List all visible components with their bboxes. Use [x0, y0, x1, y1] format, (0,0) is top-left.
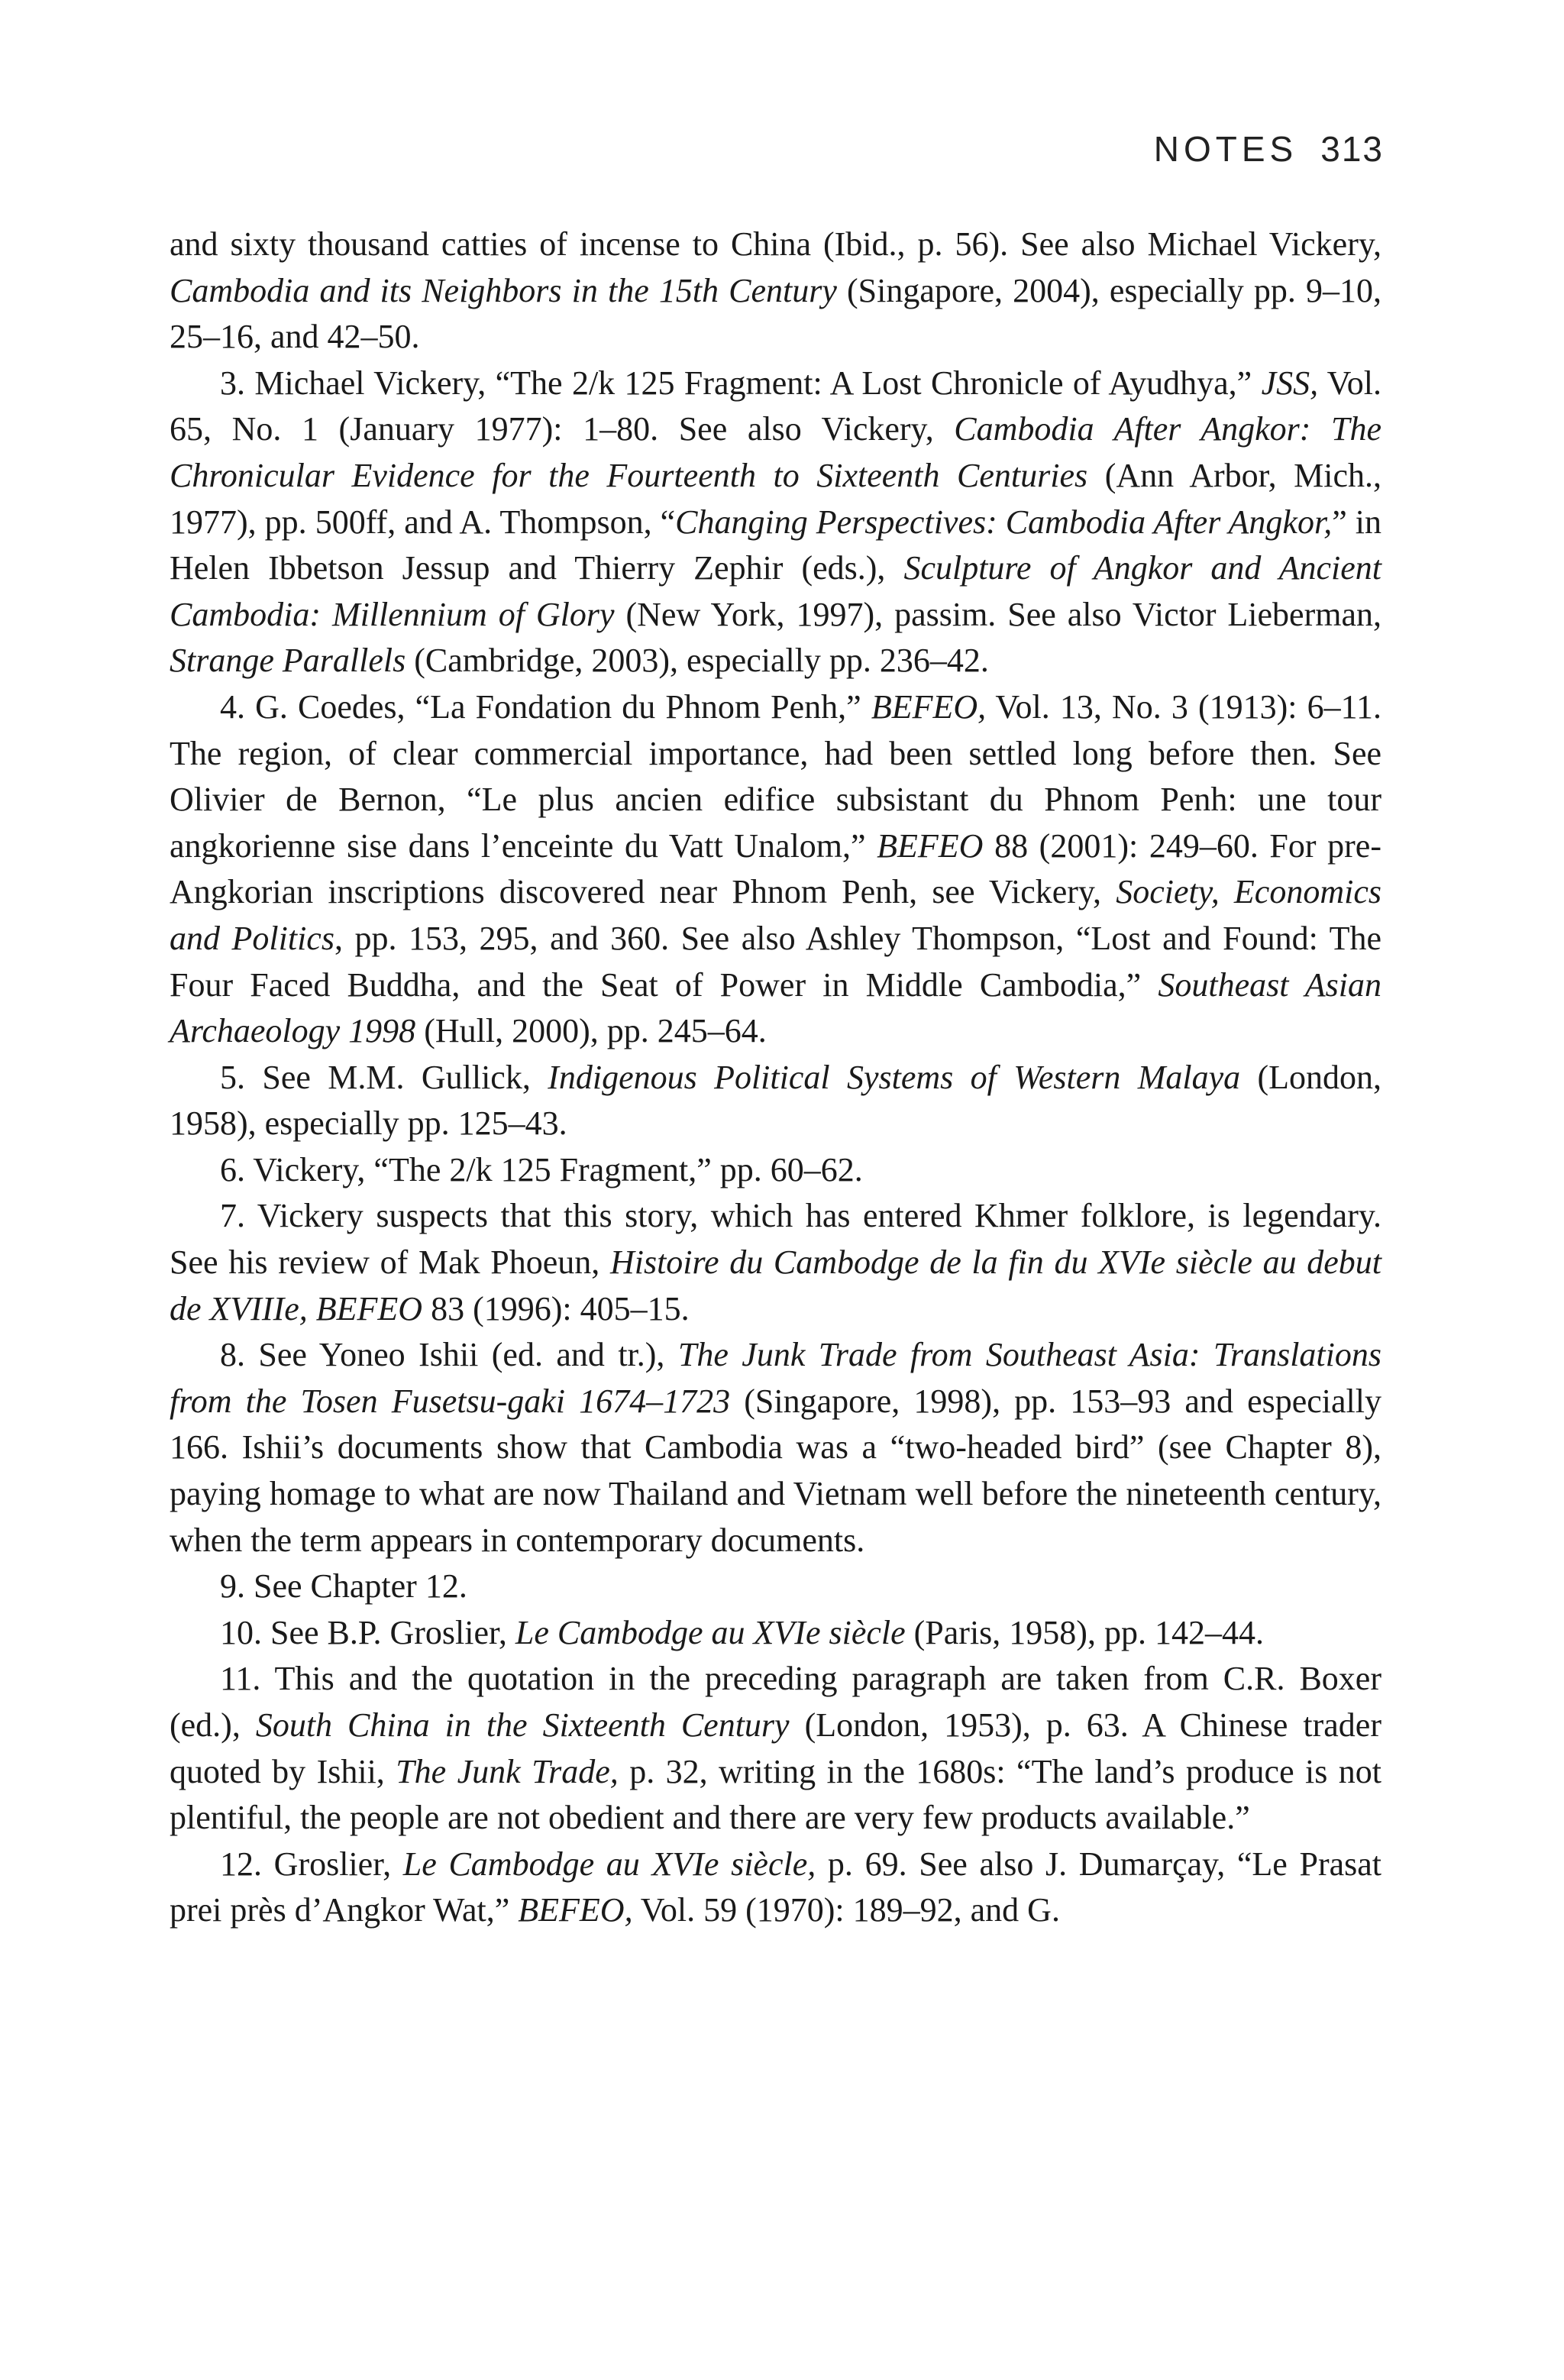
note-text: 6. Vickery, “The 2/k 125 Fragment,” pp. 60–62. — [220, 1150, 863, 1188]
italic-title: The Junk Trade from Southeast Asia: Translations from the Tosen Fusetsu-gaki 1674–1723 — [170, 1336, 1381, 1420]
note-text: p. 69. See also J. Dumarçay, “Le Prasat prei près d’Angkor Wat,” — [170, 1845, 1382, 1929]
italic-title: BEFEO, — [871, 687, 987, 726]
italic-title: South China in the Sixteenth Century — [255, 1706, 790, 1744]
endnote-11 — [170, 1656, 1381, 1841]
italic-title: Society, Economics and Politics — [170, 873, 1381, 957]
note-text: (New York, 1997), passim. See also Victor Lieberman, — [614, 595, 1381, 633]
endnote-7 — [170, 1193, 1381, 1332]
endnote-5 — [170, 1055, 1381, 1147]
note-text: (Cambridge, 2003), especially pp. 236–42. — [406, 642, 989, 680]
endnote-6 — [170, 1147, 1381, 1194]
note-text: 12. Groslier, — [220, 1845, 403, 1883]
italic-title: Le Cambodge au XVIe siècle, — [402, 1845, 816, 1883]
note-text: (London, 1953), p. 63. A Chinese trader quoted by Ishii, — [170, 1706, 1381, 1790]
note-text: Vol. 13, No. 3 (1913): 6–11. The region, of clear commercial importance, had been settled long before then. See Olivier de Bernon, “Le plus ancien edifice subsistant du Phnom Penh: une tour angkorienne sise dans l’enceinte du Vatt Unalom,” — [170, 687, 1381, 865]
note-text: (Hull, 2000), pp. 245–64. — [415, 1012, 767, 1050]
note-text: Vol. 65, No. 1 (January 1977): 1–80. See also Vickery, — [170, 364, 1381, 448]
note-text: (Singapore, 2004), especially pp. 9–10, 25–16, and 42–50. — [170, 271, 1381, 356]
endnote-continuation — [170, 222, 1381, 361]
endnote-12 — [170, 1842, 1381, 1934]
note-text: 9. See Chapter 12. — [220, 1567, 467, 1606]
italic-title: Changing Perspectives: Cambodia After Angkor, — [675, 503, 1333, 541]
italic-title: Indigenous Political Systems of Western Malaya — [548, 1058, 1241, 1096]
italic-title: Southeast Asian Archaeology 1998 — [170, 965, 1382, 1050]
note-text: 10. See B.P. Groslier, — [220, 1613, 515, 1651]
italic-title: Cambodia After Angkor: The Chronicular Evidence for the Fourteenth to Sixteenth Centuries — [170, 410, 1381, 494]
italic-title: The Junk Trade, — [396, 1752, 619, 1790]
note-text: ” in Helen Ibbetson Jessup and Thierry Zephir (eds.), — [170, 503, 1381, 587]
note-text: and sixty thousand catties of incense to China (Ibid., p. 56). See also Michael Vickery, — [170, 225, 1381, 263]
section-title: NOTES — [1153, 129, 1298, 169]
italic-title: Le Cambodge au XVIe siècle — [515, 1613, 906, 1651]
italic-title: BEFEO — [877, 826, 984, 865]
note-text: 7. Vickery suspects that this story, which has entered Khmer folklore, is legendary. See his review of Mak Phoeun, — [170, 1197, 1381, 1282]
page-number: 313 — [1320, 129, 1384, 169]
endnote-8 — [170, 1332, 1381, 1563]
endnote-3 — [170, 361, 1381, 684]
note-text: Vol. 59 (1970): 189–92, and G. — [632, 1891, 1060, 1929]
note-text: (Ann Arbor, Mich., 1977), pp. 500ff, and A. Thompson, “ — [170, 456, 1381, 541]
note-text: 83 (1996): 405–15. — [422, 1289, 690, 1327]
italic-title: Sculpture of Angkor and Ancient Cambodia: Millennium of Glory — [170, 549, 1382, 633]
endnotes-body — [170, 222, 1381, 1934]
note-text: (London, 1958), especially pp. 125–43. — [170, 1058, 1381, 1143]
endnote-9 — [170, 1563, 1381, 1610]
endnote-10 — [170, 1610, 1381, 1657]
note-text: , pp. 153, 295, and 360. See also Ashley Thompson, “Lost and Found: The Four Faced Buddha, and the Seat of Power in Middle Cambodia,” — [170, 919, 1381, 1004]
note-text: 5. See M.M. Gullick, — [220, 1058, 548, 1096]
italic-title: Cambodia and its Neighbors in the 15th Century — [170, 271, 837, 309]
note-text: 88 (2001): 249–60. For pre-Angkorian inscriptions discovered near Phnom Penh, see Vickery, — [170, 826, 1381, 911]
note-text: 8. See Yoneo Ishii (ed. and tr.), — [220, 1336, 678, 1374]
italic-title: JSS, — [1261, 364, 1319, 402]
running-head — [1154, 128, 1384, 170]
note-text: 3. Michael Vickery, “The 2/k 125 Fragment: A Lost Chronicle of Ayudhya,” — [220, 364, 1262, 402]
italic-title: BEFEO, — [518, 1891, 633, 1929]
note-text: 4. G. Coedes, “La Fondation du Phnom Penh,” — [220, 687, 871, 726]
endnote-4 — [170, 684, 1381, 1055]
italic-title: Histoire du Cambodge de la fin du XVIe siècle au debut de XVIIIe, BEFEO — [170, 1243, 1381, 1327]
note-text: p. 32, writing in the 1680s: “The land’s produce is not plentiful, the people are not obedient and there are very few products available.” — [170, 1752, 1381, 1837]
italic-title: Strange Parallels — [170, 642, 406, 680]
note-text: (Singapore, 1998), pp. 153–93 and especially 166. Ishii’s documents show that Cambodia was a “two-headed bird” (see Chapter 8), paying homage to what are now Thailand and Vietnam well before the nineteenth century, when the term appears in contemporary documents. — [170, 1382, 1381, 1559]
note-text: (Paris, 1958), pp. 142–44. — [905, 1613, 1264, 1651]
note-text: 11. This and the quotation in the preceding paragraph are taken from C.R. Boxer (ed.), — [170, 1660, 1381, 1744]
